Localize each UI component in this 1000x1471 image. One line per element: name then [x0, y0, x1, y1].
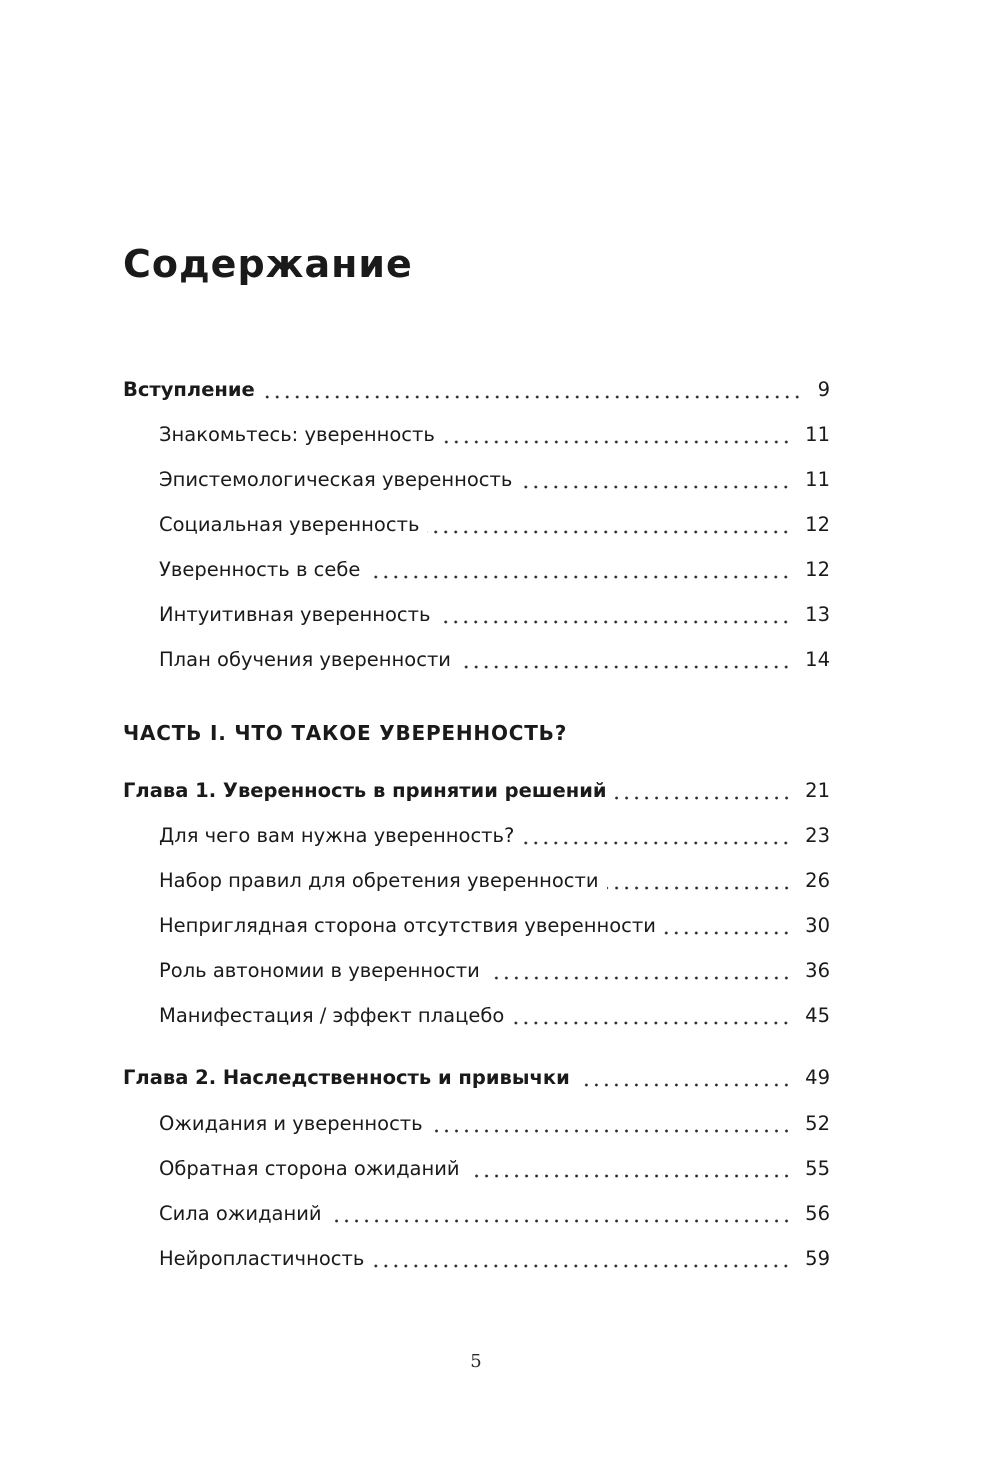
toc-subentry: [159, 820, 830, 852]
toc-subentry: [159, 1243, 830, 1275]
toc-entry-page: 13: [805, 603, 830, 626]
toc-entry-title: Глава 2. Наследственность и привычки: [123, 1066, 570, 1089]
toc-entry-page: 23: [805, 824, 830, 847]
toc-entry-intro: [123, 374, 830, 406]
toc-entry-page: 36: [805, 959, 830, 982]
dot-leader: [520, 484, 791, 490]
dot-leader: [330, 1218, 792, 1224]
dot-leader: [522, 840, 791, 846]
dot-leader: [368, 574, 791, 580]
toc-entry-title: Социальная уверенность: [159, 513, 420, 536]
toc-entry-title: Ожидания и уверенность: [159, 1112, 423, 1135]
toc-entry-page: 52: [805, 1112, 830, 1135]
toc-entry-page: 21: [805, 779, 830, 802]
toc-entry-title: Обратная сторона ожиданий: [159, 1157, 460, 1180]
toc-subentry: [159, 644, 830, 676]
toc-entry-title: Для чего вам нужна уверенность?: [159, 824, 515, 847]
dot-leader: [263, 394, 802, 400]
dot-leader: [459, 664, 791, 670]
toc-subentry: [159, 599, 830, 631]
dot-leader: [578, 1082, 791, 1088]
toc-subentry: [159, 865, 830, 897]
toc-entry-page: 11: [805, 468, 830, 491]
toc-subentry: [159, 509, 830, 541]
toc-entry-page: 12: [805, 513, 830, 536]
page-number: 5: [470, 1351, 482, 1372]
toc-entry-title: Глава 1. Уверенность в принятии решений: [123, 779, 607, 802]
toc-subentry: [159, 1000, 830, 1032]
toc-subentry: [159, 1198, 830, 1230]
toc-subentry: [159, 910, 830, 942]
toc-subentry: [159, 419, 830, 451]
toc-entry-page: 30: [805, 914, 830, 937]
dot-leader: [512, 1020, 791, 1026]
toc-entry-page: 59: [805, 1247, 830, 1270]
dot-leader: [615, 795, 792, 801]
toc-entry-page: 11: [805, 423, 830, 446]
toc-entry-title: Набор правил для обретения уверенности: [159, 869, 599, 892]
toc-subentry: [159, 1108, 830, 1140]
toc-entry-title: Неприглядная сторона отсутствия уверенности: [159, 914, 656, 937]
dot-leader: [607, 885, 792, 891]
part-heading: ЧАСТЬ I. ЧТО ТАКОЕ УВЕРЕННОСТЬ?: [123, 721, 568, 745]
toc-entry-title: Знакомьтесь: уверенность: [159, 423, 435, 446]
toc-entry-page: 26: [805, 869, 830, 892]
toc-entry-title: Манифестация / эффект плацебо: [159, 1004, 505, 1027]
toc-entry-title: Эпистемологическая уверенность: [159, 468, 513, 491]
toc-entry-title: Сила ожиданий: [159, 1202, 322, 1225]
toc-subentry: [159, 464, 830, 496]
toc-entry-chapter-1: [123, 775, 830, 807]
toc-entry-title: Уверенность в себе: [159, 558, 361, 581]
dot-leader: [488, 975, 791, 981]
toc-entry-page: 45: [805, 1004, 830, 1027]
toc-entry-page: 56: [805, 1202, 830, 1225]
dot-leader: [372, 1263, 791, 1269]
dot-leader: [431, 1128, 792, 1134]
dot-leader: [427, 529, 791, 535]
toc-entry-page: 12: [805, 558, 830, 581]
toc-entry-title: План обучения уверенности: [159, 648, 451, 671]
toc-subentry: [159, 554, 830, 586]
dot-leader: [468, 1173, 792, 1179]
toc-subentry: [159, 1153, 830, 1185]
toc-subentry: [159, 955, 830, 987]
toc-entry-title: Интуитивная уверенность: [159, 603, 431, 626]
toc-entry-title: Нейропластичность: [159, 1247, 365, 1270]
toc-entry-title: Роль автономии в уверенности: [159, 959, 480, 982]
toc-entry-chapter-2: [123, 1062, 830, 1094]
toc-entry-page: 14: [805, 648, 830, 671]
toc-entry-page: 55: [805, 1157, 830, 1180]
page-title: Содержание: [123, 242, 413, 286]
toc-entry-page: 9: [817, 378, 830, 401]
dot-leader: [664, 930, 791, 936]
dot-leader: [443, 439, 791, 445]
toc-entry-title: Вступление: [123, 378, 255, 401]
dot-leader: [438, 619, 791, 625]
toc-entry-page: 49: [805, 1066, 830, 1089]
